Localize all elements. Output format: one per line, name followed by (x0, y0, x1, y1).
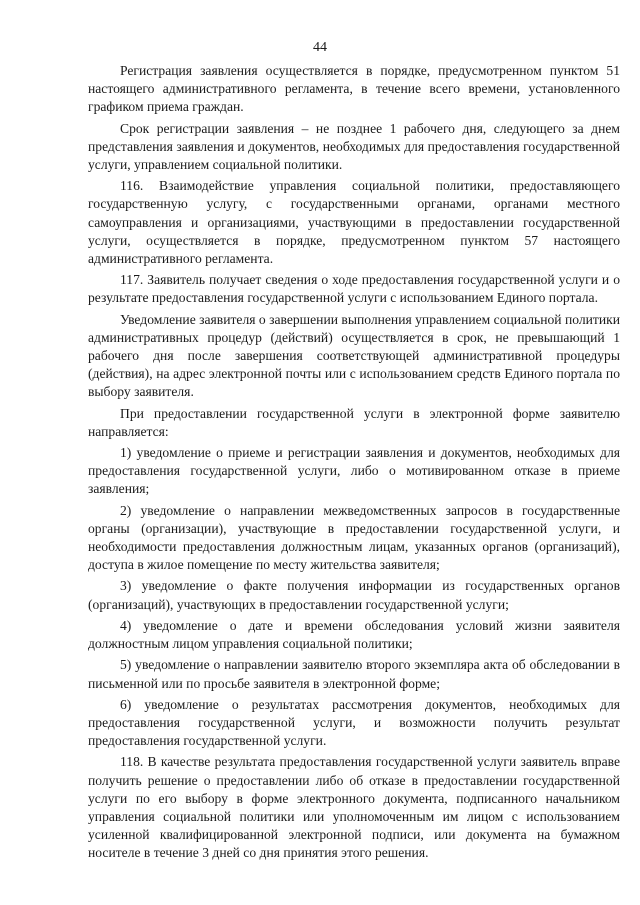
paragraph-117: 117. Заявитель получает сведения о ходе предоставления государственной услуги и о результате предоставления государственной услуги с использованием Единого портала. (88, 272, 620, 306)
list-item-3: 3) уведомление о факте получения информации из государственных органов (организаций), участвующих в предоставлении государственной услуги; (88, 578, 620, 612)
paragraph-notification-completion: Уведомление заявителя о завершении выполнения управлением социальной политики административных процедур (действий) осуществляется в срок, не превышающий 1 рабочего дня после завершения соответствующей административной процедуры (действия), на адрес электронной почты или с использованием средств Единого портала по выбору заявителя. (88, 311, 620, 400)
list-item-6: 6) уведомление о результатах рассмотрения документов, необходимых для предоставления государственной услуги, и возможности получить результат предоставления государственной услуги. (88, 696, 620, 749)
list-item-1: 1) уведомление о приеме и регистрации заявления и документов, необходимых для предоставления государственной услуги, либо о мотивированном отказе в приеме заявления; (88, 445, 620, 497)
list-item-5: 5) уведомление о направлении заявителю второго экземпляра акта об обследовании в письменной или по просьбе заявителя в электронной форме; (88, 657, 620, 691)
list-item-2: 2) уведомление о направлении межведомственных запросов в государственные органы (организации), участвующие в предоставлении государственной услуги, и необходимости предоставления должностным лицам, указанных органов (организаций), доступа в жилое помещение по месту жительства заявителя; (88, 502, 620, 573)
page-number: 44 (313, 40, 327, 55)
document-body (88, 62, 620, 866)
paragraph-116: 116. Взаимодействие управления социальной политики, предоставляющего государственную услугу, с государственными органами, органами местного самоуправления и организациями, участвующими в предоставлении государственной услуги, осуществляется в порядке, предусмотренном пунктом 57 настоящего административного регламента. (88, 178, 620, 267)
list-item-4: 4) уведомление о дате и времени обследования условий жизни заявителя должностным лицом управления социальной политики; (88, 617, 620, 652)
paragraph-118: 118. В качестве результата предоставления государственной услуги заявитель вправе получить решение о предоставлении либо об отказе в предоставлении государственной услуги по его выбору в форме электронного документа, подписанного начальником управления социальной политики или уполномоченным им лицом с использованием усиленной квалифицированной электронной подписи, или документа на бумажном носителе в течение 3 дней со дня принятия этого решения. (88, 754, 620, 861)
paragraph-registration-deadline: Срок регистрации заявления – не позднее 1 рабочего дня, следующего за днем представления заявления и документов, необходимых для предоставления государственной услуги, управлением социальной политики. (88, 120, 620, 173)
paragraph-electronic-form-intro: При предоставлении государственной услуги в электронной форме заявителю направляется: (88, 405, 620, 439)
paragraph-registration: Регистрация заявления осуществляется в порядке, предусмотренном пунктом 51 настоящего административного регламента, в течение всего времени, установленного графиком приема граждан. (88, 63, 620, 115)
